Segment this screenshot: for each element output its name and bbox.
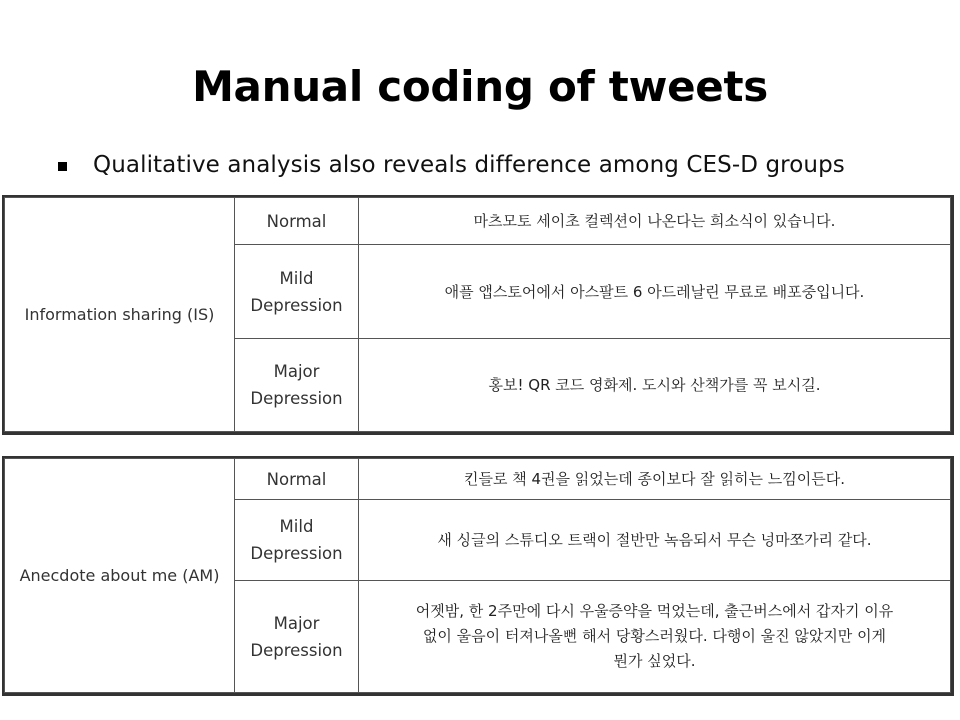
tweet-cell: 킨들로 책 4권을 읽었는데 종이보다 잘 읽히는 느낌이든다.	[359, 459, 951, 500]
category-cell: Information sharing (IS)	[5, 198, 235, 432]
tweet-cell: 홍보! QR 코드 영화제. 도시와 산책가를 꼭 보시길.	[359, 338, 951, 431]
group-cell: Normal	[235, 198, 359, 245]
group-cell: Major Depression	[235, 338, 359, 431]
coding-table-am	[2, 456, 954, 696]
tweet-cell: 애플 앱스토어에서 아스팔트 6 아드레날린 무료로 배포중입니다.	[359, 245, 951, 338]
coding-table-is	[2, 195, 954, 435]
category-cell: Anecdote about me (AM)	[5, 459, 235, 693]
group-cell: Normal	[235, 459, 359, 500]
group-cell: Major Depression	[235, 581, 359, 693]
group-cell: Mild Depression	[235, 500, 359, 581]
table-row	[5, 198, 951, 245]
bullet-square-icon	[58, 162, 67, 171]
tweet-cell: 마츠모토 세이초 컬렉션이 나온다는 희소식이 있습니다.	[359, 198, 951, 245]
bullet-text: Qualitative analysis also reveals difference among CES-D groups	[93, 152, 845, 178]
group-cell: Mild Depression	[235, 245, 359, 338]
slide-title: Manual coding of tweets	[192, 62, 768, 111]
tweet-cell: 새 싱글의 스튜디오 트랙이 절반만 녹음되서 무슨 넝마쪼가리 같다.	[359, 500, 951, 581]
tweet-cell: 어젯밤, 한 2주만에 다시 우울증약을 먹었는데, 출근버스에서 갑자기 이유 없이 울음이 터져나올뻔 해서 당황스러웠다. 다행이 울진 않았지만 이게 뭔가 싶었다.	[359, 581, 951, 693]
table-row	[5, 459, 951, 500]
bullet-item	[58, 152, 845, 178]
